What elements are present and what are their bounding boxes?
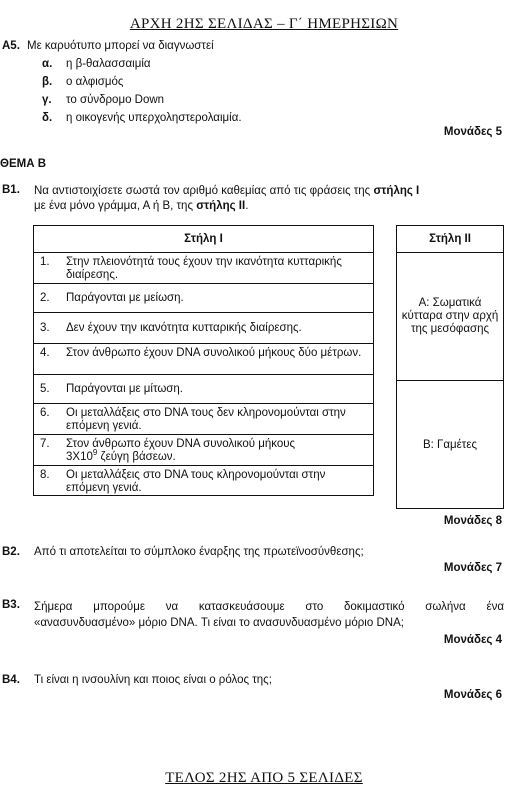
answer-b-cell (397, 381, 503, 508)
question-b3-text (34, 599, 504, 631)
row-text: Παράγονται με μείωση. (66, 292, 184, 304)
row-text: Οι μεταλλάξεις στο DNA τους κληρονομούνται στην επόμενη γενιά. (66, 469, 326, 494)
row-number: 1. (40, 256, 50, 268)
row-number: 6. (40, 407, 50, 419)
row-text-line1: Στον άνθρωπο έχουν DNA συνολικού μήκους (66, 438, 296, 450)
question-a5-label: Α5. (2, 40, 20, 52)
b1-text-part: με ένα μόνο γράμμα, Α ή Β, της (34, 200, 197, 212)
question-a5-text: Με καρυότυπο μπορεί να διαγνωστεί (27, 40, 214, 52)
row-number: 5. (40, 383, 50, 395)
table-row (34, 344, 374, 375)
option-b (42, 76, 123, 88)
question-b1-label: Β1. (2, 184, 20, 196)
row-text (66, 438, 366, 464)
option-letter: γ. (42, 94, 52, 106)
column1-table (33, 225, 374, 496)
question-b4-text: Τι είναι η ινσουλίνη και ποιος είναι ο ρόλος της; (34, 674, 272, 686)
option-text: η οικογενής υπερχοληστερολαιμία. (66, 112, 242, 124)
table-row (34, 466, 374, 496)
option-c (42, 94, 164, 106)
question-b2-label: Β2. (2, 546, 20, 558)
table-row (34, 253, 374, 284)
b1-text-part: . (245, 200, 249, 212)
b1-text-part: Να αντιστοιχίσετε σωστά τον αριθμό καθεμίας από τις φράσεις της (34, 185, 374, 197)
column2-table (396, 225, 504, 509)
row-number: 2. (40, 292, 50, 304)
row-number: 8. (40, 469, 50, 481)
option-text: η β-θαλασσαιμία (66, 58, 151, 70)
question-b4-label: Β4. (2, 674, 20, 686)
section-title-theme-b: ΘΕΜΑ Β (0, 158, 46, 170)
option-letter: α. (42, 58, 53, 70)
column1-header: Στήλη Ι (34, 226, 374, 253)
marks-b4: Μονάδες 6 (443, 689, 502, 701)
row-text: Οι μεταλλάξεις στο DNA τους δεν κληρονομούνται στην επόμενη γενιά. (66, 407, 346, 432)
question-b3-label: Β3. (2, 599, 20, 611)
table-row (34, 435, 374, 466)
marks-b2: Μονάδες 7 (443, 562, 502, 574)
row-number: 7. (40, 438, 50, 450)
option-letter: β. (42, 76, 53, 88)
b3-line2: «ανασυνδυασμένο» μόριο DNA. Τι είναι το ανασυνδυασμένο μόριο DNA; (34, 617, 404, 629)
row-text: Στην πλειονότητά τους έχουν την ικανότητα κυτταρικής διαίρεσης. (66, 256, 342, 281)
table-row (34, 404, 374, 435)
question-b2-text: Από τι αποτελείται το σύμπλοκο έναρξης της πρωτεϊνοσύνθεσης; (34, 546, 364, 558)
option-a (42, 58, 151, 70)
row-text-line2: 3X10 (66, 451, 93, 463)
b1-bold-column1: στήλης Ι (373, 185, 420, 197)
answer-a-text: Α: Σωματικά κύτταρα στην αρχή της μεσόφασης (401, 297, 499, 335)
b1-bold-column2: στήλης ΙΙ (196, 200, 246, 212)
option-d (42, 112, 242, 124)
answer-a-cell (397, 253, 503, 381)
table-row (34, 313, 374, 344)
row-text: Στον άνθρωπο έχουν DNA συνολικού μήκους δύο μέτρων. (66, 347, 362, 359)
row-text-line2-end: ζεύγη βάσεων. (97, 451, 176, 463)
option-letter: δ. (42, 112, 53, 124)
option-text: το σύνδρομο Down (66, 94, 165, 106)
marks-b3: Μονάδες 4 (443, 634, 502, 646)
table-row (34, 284, 374, 313)
row-text: Δεν έχουν την ικανότητα κυτταρικής διαίρεσης. (66, 322, 302, 334)
row-text: Παράγονται με μίτωση. (66, 383, 183, 395)
option-text: ο αλφισμός (66, 76, 124, 88)
exponent: 9 (92, 448, 98, 458)
page-footer: ΤΕΛΟΣ 2ΗΣ ΑΠΟ 5 ΣΕΛΙΔΕΣ (165, 770, 363, 786)
table-row (34, 375, 374, 404)
column2-header: Στήλη ΙΙ (397, 226, 503, 253)
page-header: ΑΡΧΗ 2ΗΣ ΣΕΛΙΔΑΣ – Γ΄ ΗΜΕΡΗΣΙΩΝ (129, 16, 399, 32)
b3-line1: Σήμερα μπορούμε να κατασκευάσουμε στο δοκιμαστικό σωλήνα ένα (34, 601, 504, 613)
row-number: 3. (40, 322, 50, 334)
marks-b1: Μονάδες 8 (443, 515, 502, 527)
marks-a5: Μονάδες 5 (443, 126, 502, 138)
question-b1-text (34, 184, 504, 214)
row-number: 4. (40, 347, 50, 359)
answer-b-text: Β: Γαμέτες (422, 438, 477, 451)
